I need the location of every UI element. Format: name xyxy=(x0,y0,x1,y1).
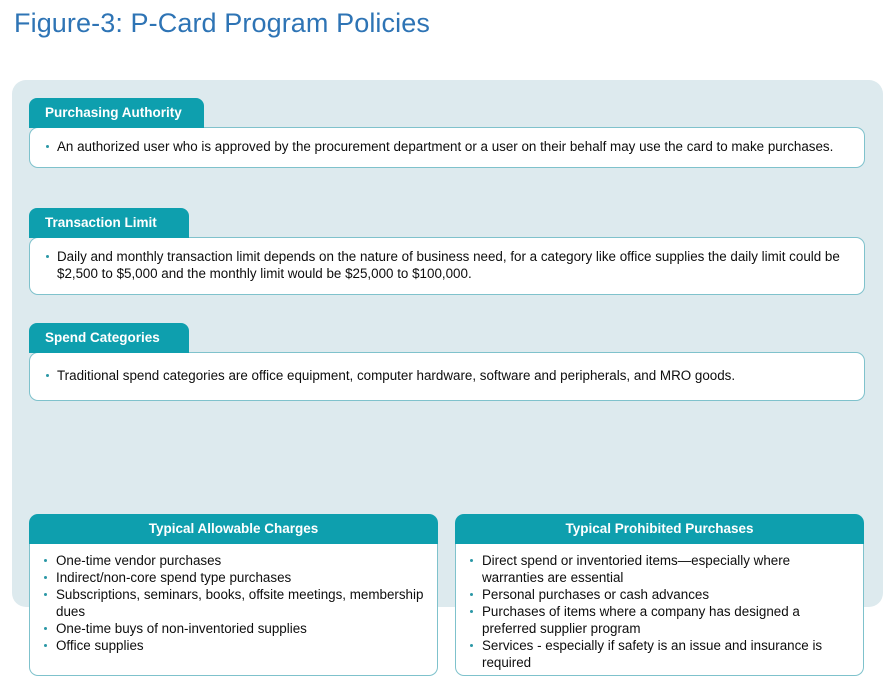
bullet-list xyxy=(44,367,850,384)
section-purchasing-authority xyxy=(29,98,865,168)
list-item: Daily and monthly transaction limit depends on the nature of business need, for a category like office supplies the daily limit could be $2,500 to $5,000 and the monthly limit would be $25,000 to $100,000. xyxy=(44,248,850,282)
section-tab-label: Transaction Limit xyxy=(29,208,189,238)
list-item: An authorized user who is approved by the procurement department or a user on their behalf may use the card to make purchases. xyxy=(44,138,850,155)
section-spend-categories xyxy=(29,323,865,401)
card-typical-allowable-charges xyxy=(29,514,438,676)
bullet-list xyxy=(44,248,850,282)
list-item: Direct spend or inventoried items—especially where warranties are essential xyxy=(468,552,853,586)
list-item: Personal purchases or cash advances xyxy=(468,586,853,603)
page-title: Figure-3: P-Card Program Policies xyxy=(14,8,430,38)
card-body xyxy=(29,544,438,676)
section-body xyxy=(29,127,865,168)
list-item: Purchases of items where a company has designed a preferred supplier program xyxy=(468,603,853,637)
bullet-list xyxy=(42,552,427,654)
section-body xyxy=(29,237,865,295)
bullet-list xyxy=(44,138,850,155)
section-transaction-limit xyxy=(29,208,865,295)
list-item: One-time buys of non-inventoried supplies xyxy=(42,620,427,637)
list-item: Office supplies xyxy=(42,637,427,654)
list-item: Subscriptions, seminars, books, offsite meetings, membership dues xyxy=(42,586,427,620)
card-header-label: Typical Prohibited Purchases xyxy=(455,514,864,544)
section-tab-label: Spend Categories xyxy=(29,323,189,353)
bullet-list xyxy=(468,552,853,671)
list-item: Traditional spend categories are office equipment, computer hardware, software and peripherals, and MRO goods. xyxy=(44,367,850,384)
policies-panel xyxy=(12,80,883,670)
card-typical-prohibited-purchases xyxy=(455,514,864,676)
list-item: Services - especially if safety is an issue and insurance is required xyxy=(468,637,853,671)
section-body xyxy=(29,352,865,401)
section-tab-label: Purchasing Authority xyxy=(29,98,204,128)
card-header-label: Typical Allowable Charges xyxy=(29,514,438,544)
list-item: Indirect/non-core spend type purchases xyxy=(42,569,427,586)
card-body xyxy=(455,544,864,676)
list-item: One-time vendor purchases xyxy=(42,552,427,569)
